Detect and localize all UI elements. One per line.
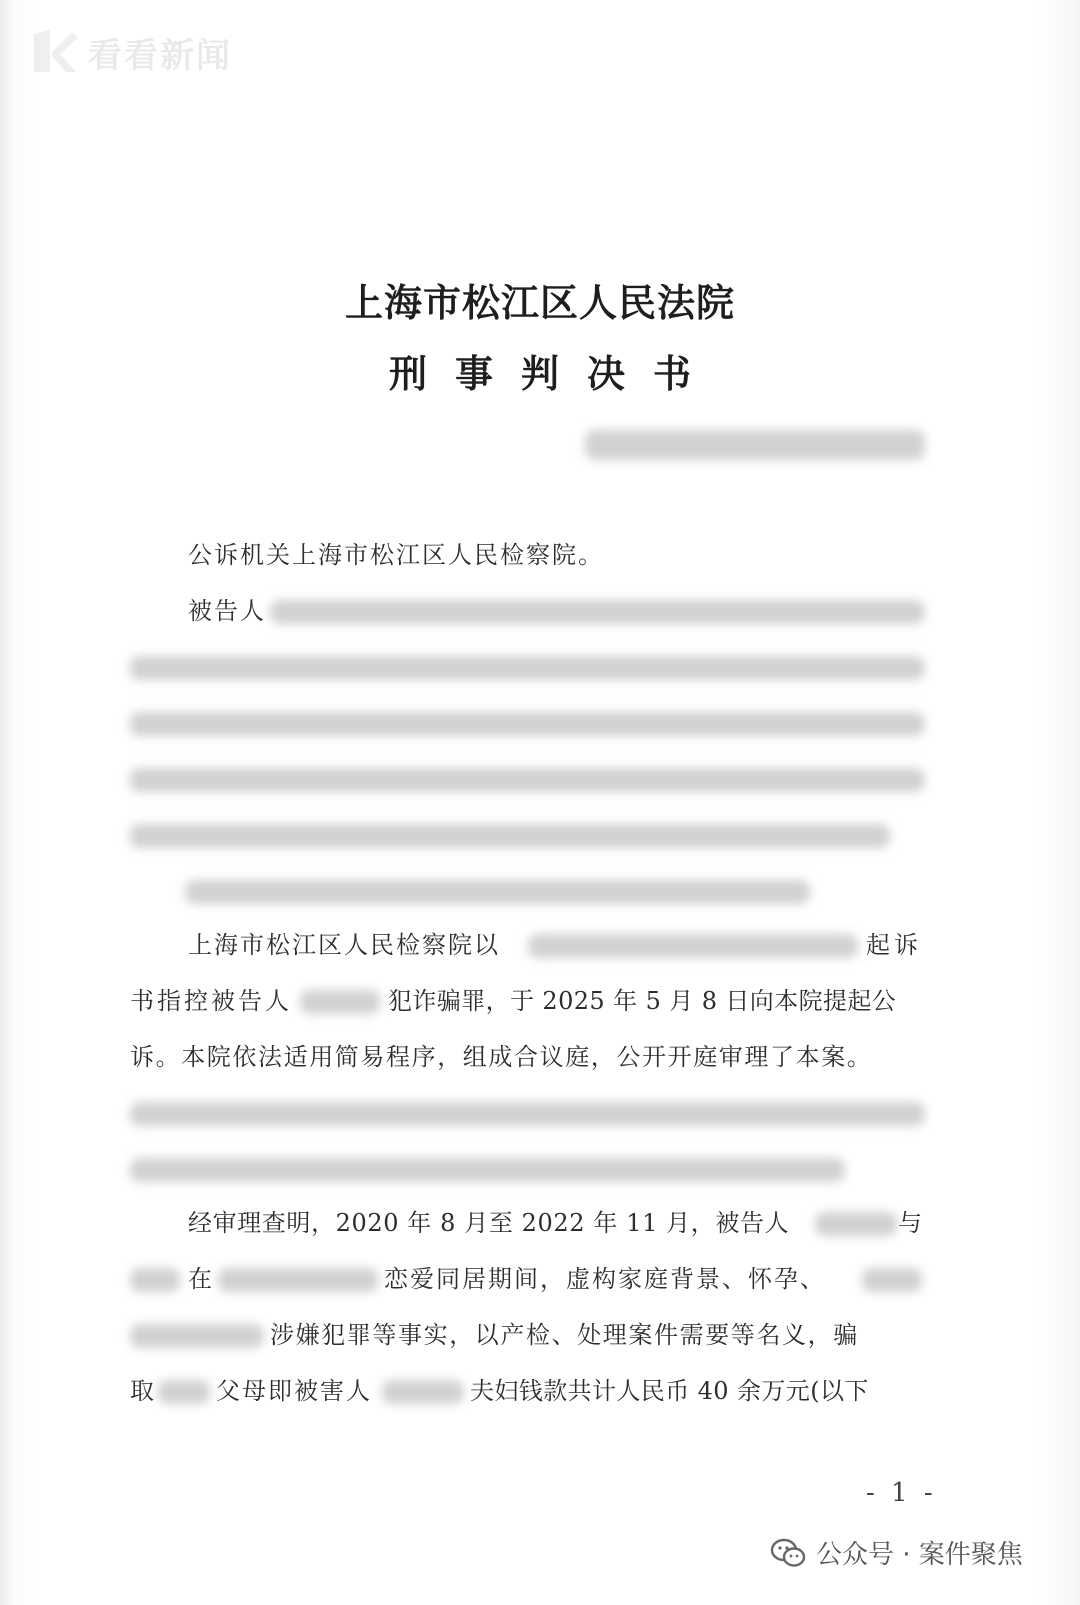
facts-line-1a: 经审理查明，2020 年 8 月至 2022 年 11 月，被告人 <box>188 1209 790 1237</box>
redacted-paragraph <box>130 1102 925 1126</box>
page-edge-shadow <box>0 0 14 1605</box>
prosecutor-line: 公诉机关上海市松江区人民检察院。 <box>188 541 604 569</box>
redacted-defendant-info <box>130 712 925 736</box>
redacted-victim-name <box>382 1380 464 1404</box>
indictment-line-2a: 书指控被告人 <box>130 987 292 1015</box>
facts-line-3: 涉嫌犯罪等事实，以产检、处理案件需要等名义，骗 <box>270 1321 859 1349</box>
indictment-line-1b: 起诉 <box>866 931 922 959</box>
facts-line-2a: 在 <box>188 1265 212 1293</box>
redacted-defendant-name <box>300 990 380 1014</box>
redacted-name <box>158 1380 210 1404</box>
indictment-line-1a: 上海市松江区人民检察院以 <box>188 931 500 959</box>
redacted-text <box>862 1268 922 1292</box>
facts-line-2b: 恋爱同居期间，虚构家庭背景、怀孕、 <box>384 1265 826 1293</box>
wechat-icon <box>770 1538 806 1568</box>
redacted-defendant-info <box>185 880 810 904</box>
redacted-defendant-info <box>130 656 925 680</box>
redacted-paragraph <box>130 1158 845 1182</box>
wechat-footer[interactable] <box>770 1534 1023 1571</box>
facts-line-4b: 父母即被害人 <box>216 1377 372 1405</box>
redacted-case-number <box>585 430 925 460</box>
document-type-title: 刑事判决书 <box>388 351 719 396</box>
facts-line-1b: 与 <box>898 1209 922 1237</box>
page-number: - 1 - <box>866 1478 937 1508</box>
facts-line-4a: 取 <box>130 1377 154 1405</box>
indictment-line-3: 诉。本院依法适用简易程序，组成合议庭，公开开庭审理了本案。 <box>130 1043 873 1071</box>
defendant-label: 被告人 <box>188 597 266 625</box>
redacted-defendant-info <box>130 768 925 792</box>
redacted-defendant-info <box>130 824 890 848</box>
court-title: 上海市松江区人民法院 <box>344 280 735 325</box>
watermark-text: 看看新闻 <box>88 35 232 76</box>
footer-account-text: 公众号 · 案件聚焦 <box>816 1540 1023 1570</box>
indictment-line-2b: 犯诈骗罪，于 2025 年 5 月 8 日向本院提起公 <box>388 987 897 1015</box>
redacted-indictment-no <box>528 934 858 958</box>
redacted-location <box>218 1268 378 1292</box>
facts-line-4c: 夫妇钱款共计人民币 40 余万元(以下 <box>470 1377 869 1405</box>
k-logo-icon <box>28 26 80 78</box>
redacted-defendant-info <box>270 600 925 624</box>
redacted-name <box>130 1268 180 1292</box>
redacted-text <box>130 1324 264 1348</box>
redacted-defendant-name <box>815 1212 897 1236</box>
watermark <box>28 26 232 78</box>
